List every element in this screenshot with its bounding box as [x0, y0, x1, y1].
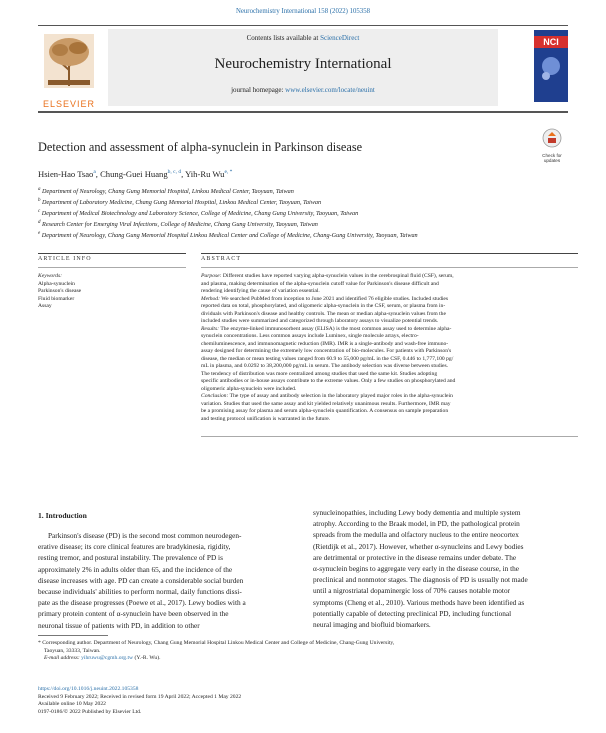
abstract-line: be a promising assay for plasma and serum alpha-synuclein quantification. A consensus on sample preparation [201, 408, 449, 414]
intro-line: (Rietdijk et al., 2017). However, whether α-synucleins and Lewy bodies [313, 541, 524, 551]
affiliation-item [38, 199, 578, 208]
email-label: E-mail address: [44, 655, 80, 661]
available-online: Available online 10 May 2022 [38, 701, 106, 707]
email-link[interactable]: yihruwu@cgmh.org.tw [81, 655, 134, 661]
abstract-line: The tendency of distribution was more centralized among studies that used the same kit. Studies adopting [201, 370, 438, 377]
running-header[interactable]: Neurochemistry International 158 (2022) 105358 [235, 8, 371, 15]
journal-name: Neurochemistry International [214, 56, 392, 72]
publication-info [38, 686, 578, 716]
abstract-method [201, 296, 578, 326]
abstract-purpose [201, 273, 578, 296]
article-info-rule [38, 253, 186, 254]
affiliation-item [38, 210, 578, 219]
abstract-heading: ABSTRACT [201, 256, 242, 262]
author-affiliation-sup[interactable]: a [93, 169, 96, 176]
abstract-line: We searched PubMed from inception to June 2021 and identified 76 eligible studies. Included studies [221, 295, 449, 302]
elsevier-logo [38, 30, 100, 109]
abstract-line: chemiluminescence, and immunomagnetic reduction (IMR). IMR is a single-antibody and wash-free immuno- [201, 340, 449, 347]
intro-right-column [313, 507, 578, 630]
author-name[interactable]: Hsien-Hao Tsao [38, 169, 94, 179]
abstract-line: and testing protocol unification is warranted in the future. [201, 415, 331, 422]
intro-line: neuronal tissue of patients with PD, in addition to other [38, 620, 200, 630]
article-info-subrule [38, 267, 186, 268]
masthead [38, 25, 568, 113]
abstract-line: variation. Studies that used the same assay and kit yielded relatively unanimous results. Furthermore, IMR may [201, 400, 451, 407]
abstract-line: rendering identifying the cause of variation essential. [201, 288, 320, 294]
abstract-line: mL in plasma, and 0.0292 to 38,200,000 pg/mL in serum. The antibody selection was diverse between studies. [201, 363, 449, 369]
affiliation-item [38, 188, 578, 197]
affiliation-text: Research Center for Emerging Viral Infections, College of Medicine, Chang Gung University, Taoyuan, Taiwan [42, 220, 318, 228]
contents-line [108, 34, 498, 42]
affiliation-item [38, 221, 578, 230]
abstract-section-label: Results: [201, 325, 220, 332]
article-title: Detection and assessment of alpha-synuclein in Parkinson disease [38, 140, 363, 154]
intro-line: spreads from the medulla and olfactory nucleus to the entire neocortex [313, 530, 519, 540]
abstract-line: assay designed for determining the extremely low concentration of bio-molecules. For patients with Parkinson's [201, 348, 452, 354]
homepage-line [108, 86, 498, 94]
affiliation-sup: e [38, 230, 41, 236]
abstract-body [201, 273, 578, 423]
check-for-updates[interactable] [538, 128, 566, 164]
author-affiliation-sup[interactable]: e, * [224, 169, 233, 176]
abstract-line: dividuals with Parkinson's disease and healthy controls. The mean or median alpha-synuclein values from the [201, 310, 446, 317]
contents-prefix: Contents lists available at [246, 34, 321, 42]
journal-cover-label: NCI [534, 36, 568, 48]
homepage-prefix: journal homepage: [231, 86, 286, 94]
doi-link[interactable]: https://doi.org/10.1016/j.neuint.2022.105358 [38, 686, 139, 692]
abstract-line: specific antibodies or in-house assays contribute to the extreme values. Only a few studies on phosphorylated and [201, 378, 456, 384]
intro-line: preclinical and nonmotor stages. The diagnosis of PD is usually not made [313, 575, 528, 585]
abstract-results [201, 326, 578, 394]
copyright: 0197-0186/© 2022 Published by Elsevier Ltd. [38, 708, 142, 715]
abstract-rule [201, 253, 578, 254]
intro-line: neural imaging and biofluid biomarkers. [313, 620, 431, 630]
intro-line: are detrimental or protective in the disease remains under debate. The [313, 552, 517, 562]
email-suffix: (Y.-R. Wu). [134, 655, 161, 661]
abstract-line: The type of assay and antibody selection in the laboratory played major roles in the alpha-synuclein [229, 393, 453, 399]
intro-line: because individuals' abilities to perform normal, daily functions dissi- [38, 587, 242, 597]
keywords-label: Keywords: [38, 273, 63, 279]
intro-line: atrophy. According to the Braak model, in PD, the pathological protein [313, 519, 520, 529]
intro-line: until a nigrostriatal dopaminergic loss of 70% causes notable motor [313, 586, 511, 596]
footnote-rule [38, 635, 108, 636]
check-updates-line1: Check for [542, 153, 562, 158]
abstract-conclusion [201, 393, 578, 423]
affiliation-text: Department of Laboratory Medicine, Chang Gung Memorial Hospital, Linkou Medical Center, Taoyuan, Taiwan [42, 198, 322, 206]
abstract-line: synuclein concentrations. Less common assays include Luminex, single molecule arrays, electro- [201, 333, 419, 339]
abstract-line: The enzyme-linked immunosorbent assay (ELISA) is the most common assay used to determine alpha- [220, 325, 452, 332]
cover-art-icon [534, 48, 568, 88]
check-updates-icon [542, 128, 562, 148]
affiliation-sup: d [38, 219, 41, 225]
author-name[interactable]: Chung-Guei Huang [100, 169, 168, 179]
intro-line: resting tremor, and postural instability. The prevalence of PD is [38, 553, 223, 563]
intro-left-column [38, 530, 300, 631]
affiliation-text: Department of Neurology, Chang Gung Memorial Hospital Linkou Medical Center and College of Medicine, Chang-Gung University, Taoyuan, Taiwan [41, 231, 418, 239]
author-name[interactable]: Yih-Ru Wu [185, 169, 225, 179]
footnote [38, 640, 578, 663]
intro-line: Parkinson's disease (PD) is the second most common neurodegen- [48, 531, 242, 540]
journal-cover [534, 30, 568, 102]
footnote-line: Taoyuan, 33333, Taiwan. [44, 647, 101, 654]
affiliations [38, 188, 578, 240]
intro-line: approximately 2% in adults older than 65, and the incidence of the [38, 564, 233, 574]
intro-line: erative disease; its core clinical features are bradykinesia, rigidity, [38, 542, 231, 552]
affiliation-text: Department of Medical Biotechnology and Laboratory Science, College of Medicine, Chang Gung University, Taoyuan, Taiwan [41, 209, 359, 217]
affiliation-text: Department of Neurology, Chang Gung Memorial Hospital, Linkou Medical Center, Taoyuan, Taiwan [42, 188, 294, 195]
journal-homepage-link[interactable]: www.elsevier.com/locate/neuint [285, 86, 375, 94]
keyword: Alpha-synuclein [38, 280, 75, 287]
affiliation-sup: b [38, 197, 41, 203]
abstract-line: disease, the median or mean testing values ranged from 60.9 to 55,000 pg/mL in the CSF, 0.446 to 1,777,100 pg/ [201, 355, 454, 362]
keyword: Fluid biomarker [38, 295, 75, 302]
intro-line: primary protein content of α-synuclein have been observed in the [38, 609, 229, 619]
keyword: Assay [38, 303, 52, 309]
affiliation-sup: a [38, 186, 41, 192]
abstract-bottom-rule [201, 436, 578, 437]
intro-line: potentially capable of detecting preclinical PD, including functional [313, 608, 512, 618]
elsevier-tree-icon [38, 30, 100, 92]
affiliation-sup: c [38, 208, 41, 214]
intro-line: synucleinopathies, including Lewy body dementia and multiple system [313, 508, 521, 517]
masthead-center [108, 29, 498, 106]
abstract-section-label: Method: [201, 295, 220, 302]
keywords-block [38, 273, 186, 311]
article-info-heading: ARTICLE INFO [38, 256, 92, 262]
author-list: Hsien-Hao Tsao$^a$, Chung-Guei Huang$^{b, c, d}$, Yih-Ru $Wu^{e, *}$ [38, 169, 233, 179]
abstract-line: and plasma, making determination of the alpha-synuclein cutoff value for Parkinson's disease difficult and [201, 280, 439, 287]
abstract-line: reported data on total, phosphorylated, and oligomeric alpha-synuclein in the CSF, serum, or plasma from in- [201, 303, 446, 309]
abstract-line: Different studies have reported varying alpha-synuclein values in the cerebrospinal fluid (CSF), serum, [222, 273, 454, 279]
introduction-heading: 1. Introduction [38, 511, 87, 520]
received-dates: Received 9 February 2022; Received in revised form 19 April 2022; Accepted 1 May 2022 [38, 693, 242, 700]
keyword: Parkinson's disease [38, 288, 82, 294]
check-updates-line2: updates [543, 158, 561, 164]
elsevier-wordmark: ELSEVIER [42, 99, 96, 109]
intro-line: pate as the disease progresses (Poewe et al., 2017). Lewy bodies with a [38, 598, 246, 608]
abstract-line: included studies were summarized and categorized through laboratory assays to visualize potential trends. [201, 318, 439, 324]
footnote-line: * Corresponding author. Department of Neurology, Chang Gung Memorial Hospital Linkou Medical Center and College of Medicine, Chang-Gung University, [38, 640, 395, 646]
affiliation-item [38, 232, 578, 241]
intro-line: α-synuclein begins to aggregate very early in the disease course, in the [313, 564, 520, 574]
abstract-section-label: Conclusion: [201, 393, 229, 399]
abstract-section-label: Purpose: [201, 273, 222, 279]
author-affiliation-sup[interactable]: b, c, d [167, 169, 182, 176]
intro-line: disease increases with age. PD can create a considerable social burden [38, 575, 244, 585]
intro-line: symptoms (Cheng et al., 2010). Various methods have been identified as [313, 597, 525, 607]
sciencedirect-link[interactable]: ScienceDirect [320, 34, 360, 42]
abstract-subrule [201, 267, 578, 268]
abstract-line: oligomeric alpha-synuclein were included. [201, 385, 297, 392]
